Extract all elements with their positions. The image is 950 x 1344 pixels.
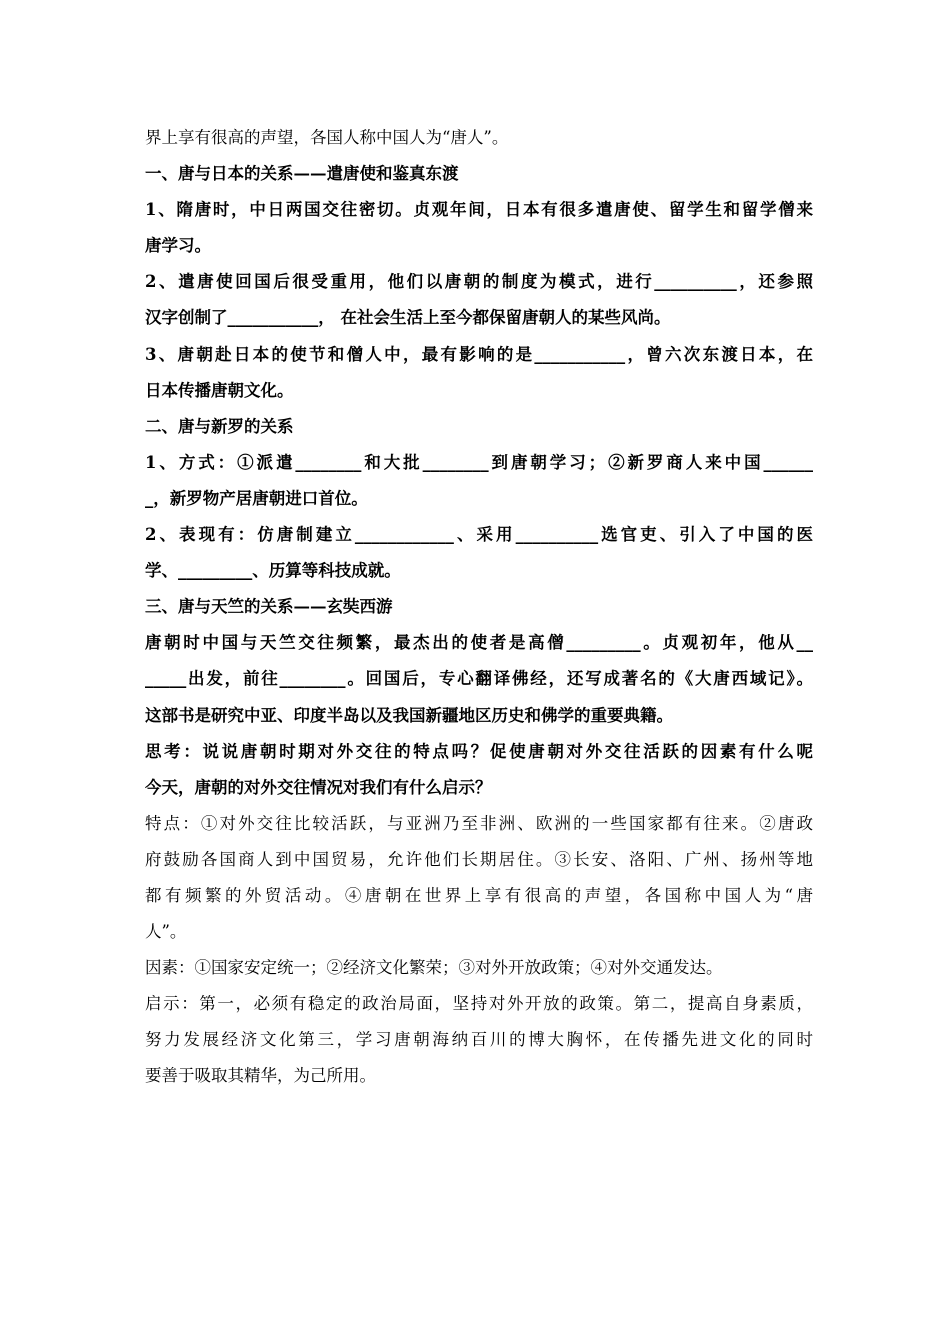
text-line: _____出发，前往________。回国后，专心翻译佛经，还写成著名的《大唐西域记》。 [145,669,813,689]
text-line: 日本传播唐朝文化。 [145,380,294,400]
text-line: 学、_________、历算等科技成就。 [145,561,401,581]
text-line: 启示：第一，必须有稳定的政治局面，坚持对外开放的政策。第二，提高自身素质， [145,994,813,1014]
text-line: 唐朝时中国与天竺交往频繁，最杰出的使者是高僧_________。贞观初年，他从__ [145,633,813,653]
text-line: 2、遣唐使回国后很受重用，他们以唐朝的制度为模式，进行__________，还参照 [145,272,813,292]
text-line: 府鼓励各国商人到中国贸易，允许他们长期居住。③长安、洛阳、广州、扬州等地 [145,849,813,869]
text-line: 1、方式：①派遣________和大批________到唐朝学习；②新罗商人来中国______ [145,452,813,472]
text-line: 1、隋唐时，中日两国交往密切。贞观年间，日本有很多遣唐使、留学生和留学僧来 [145,200,813,220]
text-line: 因素：①国家安定统一；②经济文化繁荣；③对外开放政策；④对外交通发达。 [145,958,723,978]
text-line: 这部书是研究中亚、印度半岛以及我国新疆地区历史和佛学的重要典籍。 [145,705,673,725]
text-line: 二、唐与新罗的关系 [145,416,294,436]
text-line: 今天，唐朝的对外交往情况对我们有什么启示？ [145,777,492,797]
text-line: 都有频繁的外贸活动。④唐朝在世界上享有很高的声望，各国称中国人为“唐 [145,885,813,905]
text-line: 唐学习。 [145,236,211,256]
document-body [145,120,813,1095]
text-line: _，新罗物产居唐朝进口首位。 [145,488,368,508]
text-line: 一、唐与日本的关系——遣唐使和鉴真东渡 [145,164,459,184]
text-line: 界上享有很高的声望，各国人称中国人为“唐人”。 [145,128,509,147]
text-line: 3、唐朝赴日本的使节和僧人中，最有影响的是___________，曾六次东渡日本，在 [145,344,813,364]
text-line: 思考：说说唐朝时期对外交往的特点吗？促使唐朝对外交往活跃的因素有什么呢 [145,741,813,761]
text-line: 三、唐与天竺的关系——玄奘西游 [145,597,393,617]
text-line: 努力发展经济文化第三，学习唐朝海纳百川的博大胸怀，在传播先进文化的同时 [145,1030,813,1050]
text-line: 汉字创制了___________， 在社会生活上至今都保留唐朝人的某些风尚。 [145,308,671,328]
text-line: 特点：①对外交往比较活跃，与亚洲乃至非洲、欧洲的一些国家都有往来。②唐政 [145,813,813,833]
text-line: 要善于吸取其精华，为己所用。 [145,1066,376,1086]
text-line: 人”。 [145,922,187,942]
text-line: 2、表现有：仿唐制建立____________、采用__________选官吏、引入了中国的医 [145,525,813,545]
